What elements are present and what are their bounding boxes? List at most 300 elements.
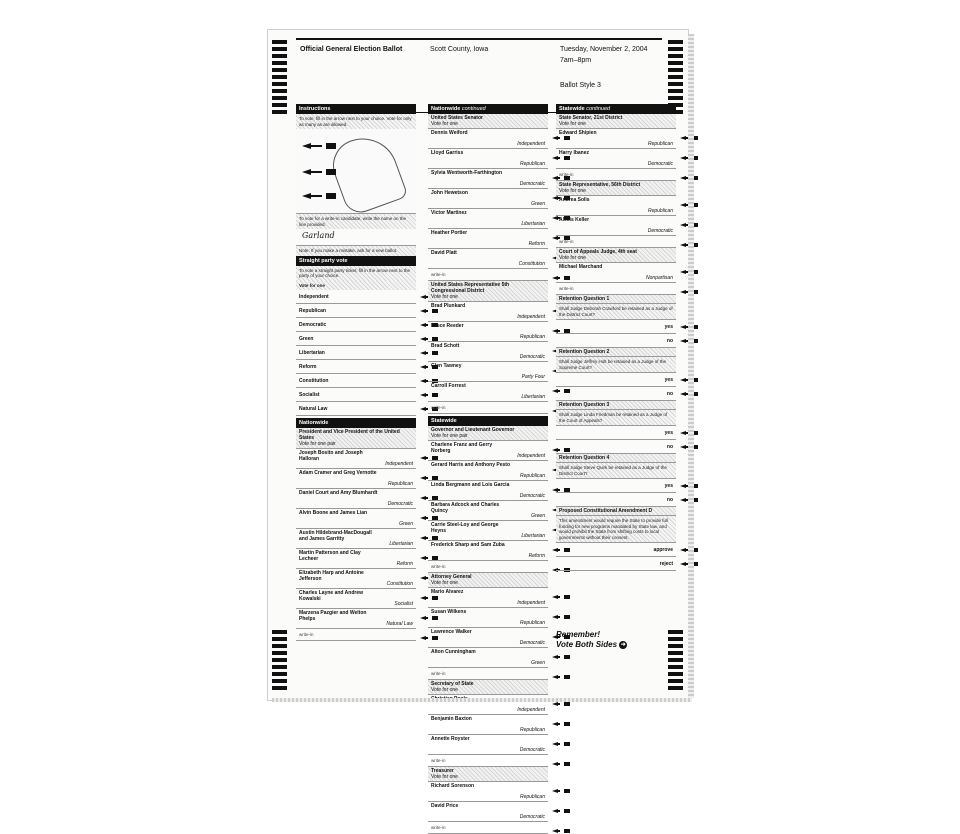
candidate-name: Austin Hildebrand-MacDougall and James Garritty [299,530,372,542]
timing-mark [272,658,287,662]
candidate-party: Republican [519,473,545,479]
timing-mark [272,651,287,655]
party-name: Green [299,336,314,342]
candidate-party: Democratic [519,181,545,187]
party-option[interactable] [296,290,416,304]
treasurer-race-heading [428,767,548,782]
write-in-option[interactable] [428,822,548,834]
governor-race-heading [428,426,548,441]
straight-party-heading: Straight party vote [296,256,416,266]
candidate-option[interactable] [296,609,416,629]
timing-mark [272,630,287,634]
write-in-label: write-in [559,286,574,291]
candidate-name: Gerard Harris and Anthony Pesto [431,462,510,468]
candidate-name: Andrea Solis [559,197,590,203]
timing-mark [668,686,683,690]
candidate-option[interactable] [428,715,548,735]
candidate-party: Natural Law [386,621,413,627]
candidate-name: Susan Wilkens [431,609,467,615]
party-name: Democratic [299,322,327,328]
timing-mark [272,96,287,100]
timing-mark [272,82,287,86]
retention-question-text: Shall Judge Jeffrey Holt be retained as a Judge of the Supreme Court? [556,357,676,373]
timing-mark [272,47,287,51]
candidate-option[interactable] [428,782,548,802]
timing-mark [272,40,287,44]
vote-both-sides-text: Vote Both Sides [556,640,618,649]
candidate-party: Independent [517,453,545,459]
sos-candidate-list [428,695,548,767]
hand-pen-illustration [326,129,409,218]
timing-mark [668,54,683,58]
write-in-option[interactable] [428,755,548,767]
party-name: Socialist [299,392,320,398]
timing-mark [272,644,287,648]
candidate-option[interactable] [428,209,548,229]
statewide-heading: Statewide [428,416,548,426]
party-option[interactable] [296,388,416,402]
candidate-party: Green [399,521,413,527]
retention-question-heading: Retention Question 1 [556,295,676,304]
vote-arrow-icon[interactable] [552,829,570,833]
treasurer-vote-for: Vote for one [431,774,458,780]
governor-vote-for: Vote for one pair [431,433,468,439]
senate-race-heading [428,114,548,129]
retention-yes-option[interactable] [556,479,676,493]
retention-no-option[interactable] [556,493,676,507]
timing-mark [668,651,683,655]
timing-mark [668,82,683,86]
state-rep-vote-for: Vote for one [559,188,586,194]
approve-label: approve [653,547,673,553]
retention-question-heading: Retention Question 3 [556,401,676,410]
candidate-option[interactable] [296,449,416,469]
candidate-option[interactable] [428,461,548,481]
candidate-option[interactable] [296,529,416,549]
candidate-party: Democratic [519,747,545,753]
party-name: Reform [299,364,317,370]
timing-mark [272,110,287,114]
candidate-name: Charles Layne and Andrew Kowalski [299,590,363,602]
candidate-name: Richard Sorenson [431,783,475,789]
candidate-party: Democratic [519,814,545,820]
instructions-heading: Instructions [296,104,416,114]
senate-vote-for: Vote for one [431,121,458,127]
treasurer-candidate-list [428,782,548,834]
candidate-party: Libertarian [521,533,545,539]
party-option[interactable] [296,360,416,374]
timing-mark [272,679,287,683]
statewide-continued-heading [556,104,676,114]
candidate-name: John Hewetson [431,190,468,196]
candidate-option[interactable] [428,441,548,461]
amendment-heading: Proposed Constitutional Amendment D [556,507,676,516]
yes-label: yes [664,430,673,436]
write-in-label: write-in [559,172,574,177]
candidate-party: Independent [517,141,545,147]
remember-line-2 [556,640,627,650]
vote-arrow-icon[interactable] [552,762,570,766]
ballot-title: Official General Election Ballot [300,46,403,53]
write-in-label: write-in [431,405,446,410]
candidate-option[interactable] [296,509,416,529]
timing-mark [668,637,683,641]
candidate-option[interactable] [428,735,548,755]
reject-label: reject [659,561,673,567]
retention-no-option[interactable] [556,440,676,454]
ag-candidate-list [428,588,548,680]
candidate-name: Heather Portier [431,230,468,236]
candidate-party: Republican [647,141,673,147]
candidate-option[interactable] [428,169,548,189]
vote-arrow-icon[interactable] [552,675,570,679]
candidate-party: Democratic [647,228,673,234]
candidate-option[interactable] [296,569,416,589]
candidate-option[interactable] [428,588,548,608]
candidate-name: David Price [431,803,459,809]
candidate-name: Brad Schott [431,343,460,349]
timing-mark [668,672,683,676]
timing-mark [272,686,287,690]
timing-mark [668,644,683,648]
straight-party-vote-for: Vote for one [296,281,416,291]
candidate-name: Sylvia Wentworth-Farthington [431,170,503,176]
vote-arrow-icon[interactable] [552,655,570,659]
judge-vote-for: Vote for one [559,255,586,261]
statewide-continued-title: Statewide [559,106,585,112]
candidate-party: Constitution [518,261,545,267]
ballot-county: Scott County, Iowa [430,46,489,53]
candidate-option[interactable] [428,521,548,541]
candidate-name: Alexis Keller [559,217,590,223]
candidate-name: Lloyd Garriss [431,150,464,156]
arrow-right-circle-icon: ➜ [620,641,626,648]
candidate-option[interactable] [428,189,548,209]
instructions-text-2: To vote for a write-in candidate, write the name on the line provided. [296,214,416,229]
candidate-party: Republican [519,161,545,167]
candidate-name: Martin Patterson and Clay Lecheer [299,550,361,562]
candidate-name: Marzena Pazgier and Welton Phelps [299,610,367,622]
senate-candidate-list [428,129,548,281]
candidate-name: David Platt [431,250,457,256]
candidate-name: Michael Marchand [559,264,603,270]
candidate-option[interactable] [428,481,548,501]
vote-arrow-icon[interactable] [552,722,570,726]
remember-line-1: Remember! [556,630,601,639]
vote-arrow-icon[interactable] [552,742,570,746]
candidate-party: Libertarian [521,221,545,227]
candidate-party: Independent [517,707,545,713]
timing-mark [668,89,683,93]
write-in-option[interactable] [428,402,548,414]
ag-race-title: Attorney General [431,574,472,580]
candidate-name: Adam Cramer and Greg Vernotte [299,470,377,476]
candidate-option[interactable] [428,628,548,648]
nationwide-continued-heading [428,104,548,114]
candidate-party: Green [531,660,545,666]
candidate-option[interactable] [556,129,676,149]
sample-arrow-icon [302,143,336,149]
column-2 [428,104,548,834]
timing-mark [272,75,287,79]
timing-mark [272,637,287,641]
candidate-party: Republican [387,481,413,487]
no-label: no [666,444,673,450]
candidate-option[interactable] [428,302,548,322]
timing-mark [272,61,287,65]
candidate-option[interactable] [296,549,416,569]
candidate-name: Barbara Adcock and Charles Quincy [431,502,500,514]
remember-note [556,630,627,650]
candidate-option[interactable] [428,229,548,249]
write-in-option[interactable] [428,561,548,573]
candidate-party: Democratic [519,640,545,646]
timing-mark [272,68,287,72]
vote-arrow-icon[interactable] [552,595,570,599]
ballot-date: Tuesday, November 2, 2004 [560,46,648,53]
retention-question-text: Shall Judge Steve Quirk be retained as a Judge of the District Court? [556,463,676,479]
ballot-paper [268,30,688,830]
party-name: Natural Law [299,406,328,412]
party-name: Libertarian [299,350,325,356]
candidate-name: Dennis Weiford [431,130,468,136]
candidate-name: Glen Tawney [431,363,462,369]
timing-mark [272,665,287,669]
candidate-party: Green [531,513,545,519]
house-race-title: United States Representative 5th Congressional District [431,282,510,294]
candidate-party: Reform [396,561,413,567]
president-candidate-list [296,449,416,641]
retention-question-text: Shall Judge Linda Friedman be retained as a Judge of the Court of Appeals? [556,410,676,426]
party-option[interactable] [296,332,416,346]
candidate-party: Party Four [521,374,545,380]
straight-party-text: To vote a straight party ticket, fill in the arrow next to the party of your choice. [296,266,416,281]
party-option[interactable] [296,374,416,388]
write-in-label: write-in [431,825,446,830]
ballot-header [296,38,662,113]
candidate-party: Reform [528,241,545,247]
write-in-label: write-in [431,272,446,277]
continued-note: continued [586,106,611,112]
candidate-party: Democratic [647,161,673,167]
candidate-option[interactable] [428,802,548,822]
retention-question-heading: Retention Question 4 [556,454,676,463]
candidate-name: Benjamin Baxton [431,716,472,722]
candidate-option[interactable] [428,501,548,521]
candidate-party: Green [531,201,545,207]
amendment-reject-option[interactable] [556,557,676,571]
candidate-option[interactable] [556,263,676,283]
write-in-option[interactable] [556,169,676,181]
timing-mark [668,96,683,100]
retention-yes-option[interactable] [556,426,676,440]
sample-arrow-icon [302,193,336,199]
candidate-option[interactable] [428,382,548,402]
candidate-name: Charlene Franz and Gerry Norberg [431,442,493,454]
party-name: Republican [299,308,326,314]
candidate-name: Victor Martinez [431,210,467,216]
retention-question-list [556,295,676,507]
timing-mark [668,679,683,683]
candidate-party: Independent [517,314,545,320]
candidate-name: Harry Ibanez [559,150,590,156]
timing-mark [668,665,683,669]
senate-race-title: United States Senator [431,115,483,121]
candidate-party: Socialist [394,601,413,607]
candidate-option[interactable] [428,342,548,362]
retention-yes-option[interactable] [556,320,676,334]
no-label: no [666,338,673,344]
candidate-option[interactable] [428,362,548,382]
timing-mark [668,630,683,634]
judge-race-title: Court of Appeals Judge, 4th seat [559,249,637,255]
sos-race-heading [428,680,548,695]
write-in-sample [296,229,416,246]
timing-mark [272,54,287,58]
candidate-party: Democratic [387,501,413,507]
continued-note: continued [461,106,486,112]
party-option[interactable] [296,318,416,332]
ballot-style: Ballot Style 3 [560,82,601,89]
candidate-party: Reform [528,553,545,559]
column-3 [556,104,676,571]
retention-no-option[interactable] [556,334,676,348]
candidate-name: Annette Royster [431,736,470,742]
party-option[interactable] [296,304,416,318]
candidate-party: Constitution [386,581,413,587]
candidate-name: Elizabeth Harp and Antoine Jefferson [299,570,364,582]
candidate-party: Democratic [519,354,545,360]
candidate-name: Alvin Boone and James Lian [299,510,368,516]
state-rep-race-title: State Representative, 56th District [559,182,641,188]
no-label: no [666,391,673,397]
timing-mark [668,47,683,51]
straight-party-list [296,290,416,416]
timing-mark [272,672,287,676]
president-vote-for: Vote for one pair [299,441,336,447]
sos-race-title: Secretary of State [431,681,474,687]
governor-candidate-list [428,441,548,573]
yes-label: yes [664,483,673,489]
amendment-approve-option[interactable] [556,543,676,557]
sos-vote-for: Vote for one [431,687,458,693]
no-label: no [666,497,673,503]
amendment-text: This amendment would require the State to provide full funding for new programs mandated by State law, and would prohibit the State from shifting costs to local governments without their consent. [556,516,676,543]
party-option[interactable] [296,402,416,416]
president-race-title: President and Vice President of the United States [299,429,400,441]
instructions-illustration [296,129,416,214]
write-in-label: write-in [431,564,446,569]
candidate-option[interactable] [556,216,676,236]
candidate-option[interactable] [296,589,416,609]
state-rep-race-heading [556,181,676,196]
timing-marks-left [272,30,288,700]
candidate-party: Libertarian [389,541,413,547]
write-in-option[interactable] [556,283,676,295]
timing-mark [272,103,287,107]
scan-edge-right [688,34,694,698]
governor-race-title: Governor and Lieutenant Governor [431,427,515,433]
ag-vote-for: Vote for one [431,580,458,586]
judge-race-heading [556,248,676,263]
candidate-name: Daniel Court and Amy Blumhardt [299,490,378,496]
candidate-party: Republican [519,794,545,800]
party-option[interactable] [296,346,416,360]
candidate-party: Libertarian [521,394,545,400]
party-name: Independent [299,294,329,300]
state-senate-vote-for: Vote for one [559,121,586,127]
candidate-name: Bruce Reeder [431,323,464,329]
candidate-option[interactable] [556,196,676,216]
candidate-party: Nonpartisan [646,275,673,281]
candidate-name: Brad Plunkard [431,303,466,309]
timing-mark [668,75,683,79]
write-in-option[interactable] [556,236,676,248]
house-candidate-list [428,302,548,414]
column-1 [296,104,416,641]
candidate-option[interactable] [428,149,548,169]
nationwide-heading: Nationwide [296,418,416,428]
vote-arrow-icon[interactable] [552,789,570,793]
candidate-party: Independent [517,600,545,606]
write-in-option[interactable] [428,269,548,281]
vote-arrow-icon[interactable] [552,809,570,813]
vote-arrow-icon[interactable] [552,615,570,619]
ballot-hours: 7am–8pm [560,57,592,64]
yes-label: yes [664,324,673,330]
timing-mark [668,68,683,72]
retention-no-option[interactable] [556,387,676,401]
write-in-option[interactable] [296,629,416,641]
candidate-option[interactable] [428,249,548,269]
judge-candidate-list [556,263,676,295]
candidate-name: Edward Shipien [559,130,597,136]
yes-label: yes [664,377,673,383]
candidate-party: Republican [647,208,673,214]
timing-mark [668,61,683,65]
candidate-option[interactable] [428,648,548,668]
state-senate-race-title: State Senator, 21st District [559,115,623,121]
retention-question-heading: Retention Question 2 [556,348,676,357]
candidate-name: Joseph Bosito and Joseph Halloran [299,450,363,462]
house-race-heading [428,281,548,302]
write-in-option[interactable] [428,668,548,680]
candidate-party: Democratic [519,493,545,499]
candidate-name: Linda Bergmann and Lois Garcia [431,482,510,488]
president-race-heading [296,428,416,449]
candidate-option[interactable] [296,489,416,509]
candidate-name: Lawrence Walker [431,629,472,635]
candidate-option[interactable] [428,608,548,628]
candidate-option[interactable] [428,541,548,561]
candidate-party: Independent [385,461,413,467]
instructions-text-3: Note: If you make a mistake, ask for a new ballot. [296,246,416,256]
write-in-label: write-in [431,671,446,676]
vote-arrow-icon[interactable] [552,702,570,706]
write-in-sample-text: Garland [302,231,335,240]
write-in-label: write-in [559,239,574,244]
instructions-text-1: To vote, fill in the arrow next to your choice. Vote for only as many as are allowed. [296,114,416,129]
write-in-label: write-in [431,758,446,763]
candidate-option[interactable] [428,129,548,149]
candidate-name: Carrie Steel-Loy and George Heyns [431,522,499,534]
candidate-option[interactable] [428,322,548,342]
candidate-option[interactable] [296,469,416,489]
candidate-party: Republican [519,620,545,626]
retention-yes-option[interactable] [556,373,676,387]
state-senate-candidate-list [556,129,676,181]
candidate-option[interactable] [556,149,676,169]
